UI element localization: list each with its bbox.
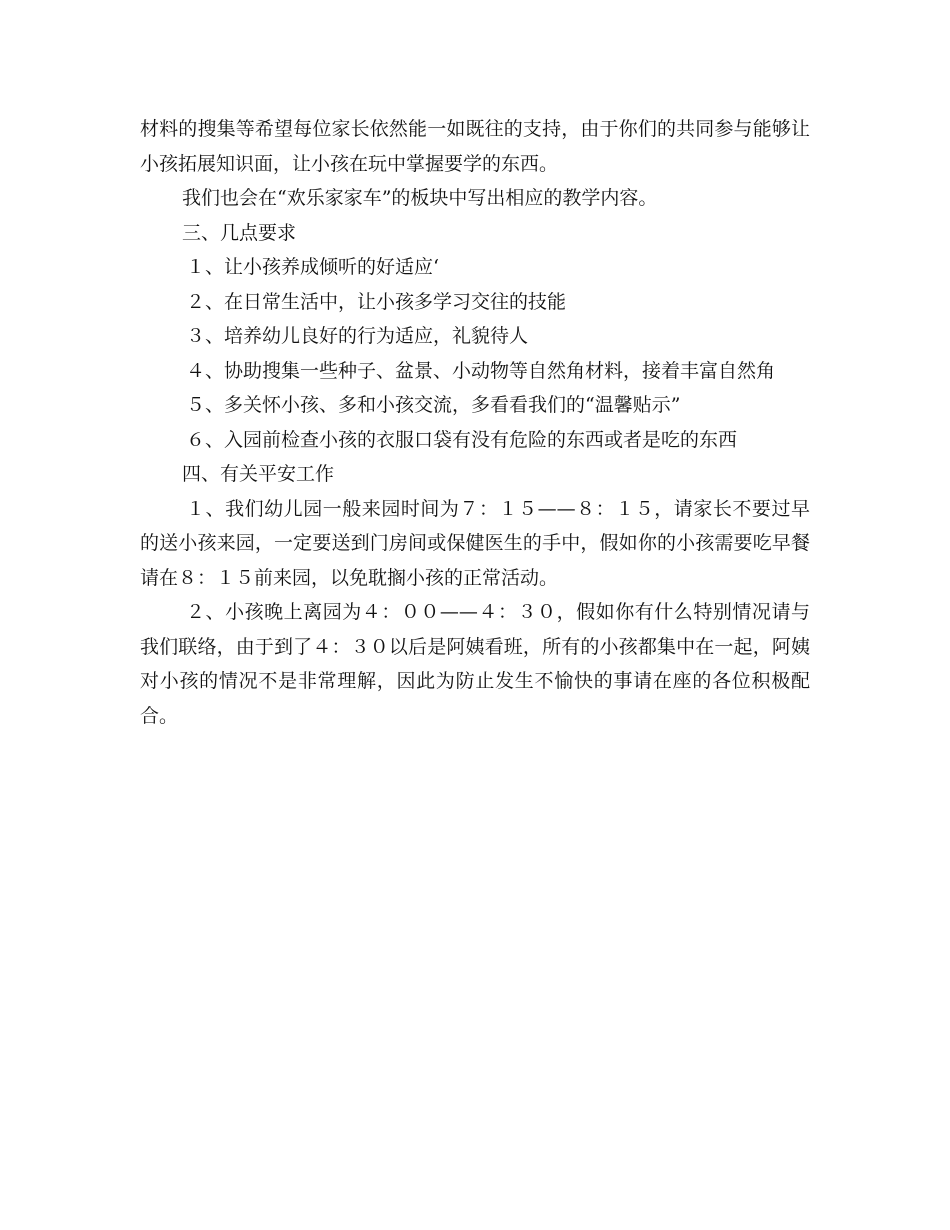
safety-item-2: ２、小孩晚上离园为４：００——４：３０，假如你有什么特别情况请与我们联络，由于到了４：３０以后是阿姨看班，所有的小孩都集中在一起，阿姨对小孩的情况不是非常理解，因此为防止发生不愉快的事请在座的各位积极配合。 (140, 601, 810, 727)
requirement-item-2: ２、在日常生活中，让小孩多学习交往的技能 (186, 290, 567, 313)
requirement-item-1: １、让小孩养成倾听的好适应‘ (186, 256, 440, 278)
section-heading-safety: 四、有关平安工作 (182, 463, 335, 485)
safety-item-1: １、我们幼儿园一般来园时间为７：１５——８：１５，请家长不要过早的送小孩来园，一定要送到门房间或保健医生的手中，假如你的小孩需要吃早餐请在８：１５前来园，以免耽搁小孩的正常活动。 (140, 497, 810, 589)
requirement-item-6: ６、入园前检查小孩的衣服口袋有没有危险的东西或者是吃的东西 (186, 428, 738, 451)
requirement-item-4: ４、协助搜集一些种子、盆景、小动物等自然角材料，接着丰富自然角 (186, 359, 776, 382)
document-body (140, 112, 810, 733)
section-heading-requirements: 三、几点要求 (182, 221, 297, 244)
requirement-item-5: ５、多关怀小孩、多和小孩交流，多看看我们的“温馨贴示” (186, 394, 681, 416)
paragraph-materials-support: 材料的搜集等希望每位家长依然能一如既往的支持，由于你们的共同参与能够让小孩拓展知识面，让小孩在玩中掌握要学的东西。 (140, 118, 810, 175)
requirement-item-3: ３、培养幼儿良好的行为适应，礼貌待人 (186, 325, 529, 347)
paragraph-teaching-content: 我们也会在“欢乐家家车”的板块中写出相应的教学内容。 (182, 187, 658, 209)
